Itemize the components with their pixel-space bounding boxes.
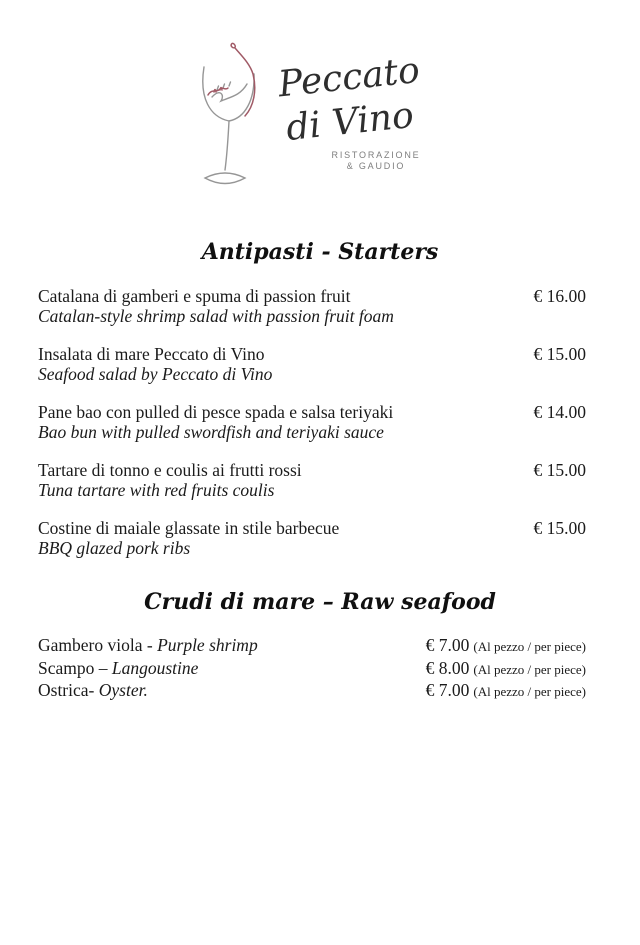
item-text <box>38 403 393 442</box>
menu <box>0 238 640 703</box>
brand-caption-line2: & GAUDIO <box>346 160 406 171</box>
item-price-cell <box>534 287 587 307</box>
item-name-line <box>38 345 272 365</box>
item-text <box>38 287 394 326</box>
item-name: Costine di maiale glassate in stile barbecue <box>38 518 340 538</box>
item-description: Tuna tartare with red fruits coulis <box>38 479 275 500</box>
menu-item-row <box>38 403 586 442</box>
brand-caption <box>316 150 436 172</box>
item-name-line <box>38 461 302 481</box>
menu-section-crudi-di-mare <box>0 588 640 703</box>
item-text <box>38 635 258 657</box>
menu-item-row <box>38 461 586 500</box>
item-name-line <box>38 287 394 307</box>
item-description: BBQ glazed pork ribs <box>38 537 191 558</box>
item-price: € 7.00 <box>425 680 470 700</box>
item-price: € 7.00 <box>425 635 470 655</box>
menu-item-row <box>38 635 586 658</box>
menu-section-antipasti <box>0 238 640 558</box>
item-text <box>38 658 198 680</box>
wine-glass-icon <box>192 40 272 190</box>
item-price-cell <box>426 680 586 703</box>
menu-item-row <box>38 519 586 558</box>
item-text <box>38 461 302 500</box>
item-price-cell <box>534 519 587 539</box>
item-name-line <box>38 635 258 657</box>
item-name: Gambero viola - <box>38 635 158 655</box>
item-price-cell <box>534 403 587 423</box>
item-text <box>38 345 272 384</box>
item-name-translation: Langoustine <box>111 657 199 678</box>
section-title: Antipasti - Starters <box>201 239 439 265</box>
menu-item-row <box>38 658 586 681</box>
item-price-note: (Al pezzo / per piece) <box>473 661 586 677</box>
item-name: Tartare di tonno e coulis ai frutti rossi <box>38 460 302 480</box>
menu-item-row <box>38 345 586 384</box>
item-name: Catalana di gamberi e spuma di passion fruit <box>38 286 351 306</box>
menu-items <box>0 635 640 703</box>
item-price: € 16.00 <box>533 286 586 306</box>
item-text <box>38 680 148 702</box>
item-name: Ostrica- <box>38 680 99 700</box>
item-price-note: (Al pezzo / per piece) <box>473 684 586 699</box>
item-text <box>38 519 339 558</box>
item-price-cell <box>534 345 587 365</box>
item-name-line <box>38 519 339 539</box>
brand-line2: di Vino <box>284 94 416 149</box>
item-price: € 8.00 <box>425 657 470 678</box>
item-name-line <box>38 658 198 680</box>
brand-wordmark <box>272 49 442 172</box>
restaurant-logo <box>190 40 450 192</box>
item-name-translation: Purple shrimp <box>157 635 258 655</box>
item-price-cell <box>426 658 586 681</box>
item-price-note: (Al pezzo / per piece) <box>473 639 586 654</box>
menu-page <box>0 40 640 945</box>
item-name: Scampo – <box>38 657 112 678</box>
item-price: € 15.00 <box>533 460 586 480</box>
brand-caption-line1: RISTORAZIONE <box>331 149 421 160</box>
item-price: € 15.00 <box>533 344 586 364</box>
item-price: € 14.00 <box>533 402 586 422</box>
menu-items <box>0 287 640 558</box>
item-name-line <box>38 680 148 702</box>
item-description: Bao bun with pulled swordfish and teriyaki sauce <box>38 421 384 442</box>
menu-item-row <box>38 680 586 703</box>
item-price: € 15.00 <box>533 518 586 538</box>
brand-line1: Peccato <box>276 49 422 106</box>
item-price-cell <box>534 461 587 481</box>
item-price-cell <box>426 635 586 658</box>
item-description: Catalan-style shrimp salad with passion fruit foam <box>38 305 394 326</box>
item-name-translation: Oyster. <box>98 680 148 700</box>
item-name: Pane bao con pulled di pesce spada e salsa teriyaki <box>38 402 394 422</box>
item-name-line <box>38 403 393 423</box>
section-title: Crudi di mare – Raw seafood <box>144 589 496 615</box>
item-description: Seafood salad by Peccato di Vino <box>38 363 273 384</box>
item-name: Insalata di mare Peccato di Vino <box>38 344 265 364</box>
menu-item-row <box>38 287 586 326</box>
